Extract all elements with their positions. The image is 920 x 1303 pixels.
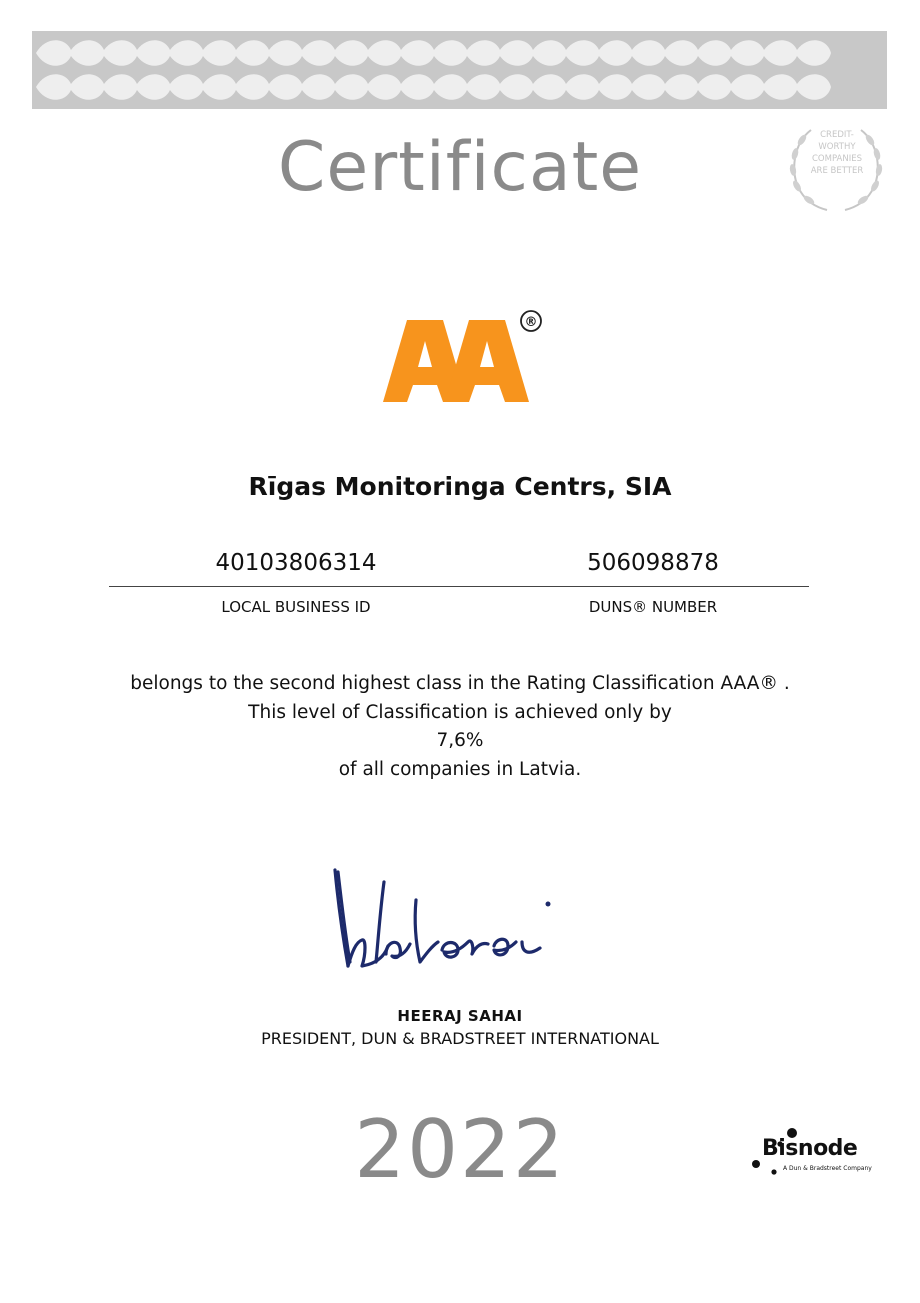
seal-text: CREDIT- WORTHY COMPANIES ARE BETTER bbox=[810, 130, 864, 176]
laurel-leaf-icon bbox=[102, 40, 138, 66]
laurel-leaf-icon bbox=[465, 40, 501, 66]
laurel-leaf-icon bbox=[630, 40, 666, 66]
laurel-leaf-icon bbox=[69, 40, 105, 66]
laurel-leaf-icon bbox=[564, 40, 600, 66]
laurel-leaf-icon bbox=[267, 40, 303, 66]
laurel-banner bbox=[32, 31, 887, 109]
statement-line: of all companies in Latvia. bbox=[338, 758, 582, 780]
laurel-leaf-icon bbox=[498, 40, 534, 66]
laurel-leaf-icon bbox=[531, 74, 567, 100]
laurel-leaf-icon bbox=[663, 40, 699, 66]
laurel-leaf-icon bbox=[564, 74, 600, 100]
laurel-leaf-icon bbox=[135, 74, 171, 100]
laurel-leaf-icon bbox=[531, 40, 567, 66]
laurel-leaf-icon bbox=[762, 40, 798, 66]
laurel-leaf-icon bbox=[102, 74, 138, 100]
laurel-leaf-icon bbox=[729, 74, 765, 100]
laurel-leaf-icon bbox=[300, 40, 336, 66]
laurel-leaf-icon bbox=[36, 40, 72, 66]
laurel-leaf-icon bbox=[135, 40, 171, 66]
company-name: Rīgas Monitoringa Centrs, SIA bbox=[248, 472, 672, 501]
statement-line: belongs to the second highest class in the Rating Classification AAA® . bbox=[130, 673, 790, 694]
laurel-leaf-icon bbox=[597, 40, 633, 66]
signature-image bbox=[326, 862, 558, 974]
signer-title: PRESIDENT, DUN & BRADSTREET INTERNATIONAL bbox=[261, 1029, 659, 1048]
laurel-leaf-icon bbox=[234, 40, 270, 66]
laurel-leaf-icon bbox=[201, 40, 237, 66]
statement-line: This level of Classification is achieved only by bbox=[248, 701, 672, 723]
duns-number-label: DUNS® NUMBER bbox=[588, 598, 718, 616]
laurel-leaf-icon bbox=[333, 40, 369, 66]
statement-percentage: 7,6% bbox=[436, 730, 484, 751]
aa-rating-logo bbox=[383, 305, 548, 405]
laurel-leaf-icon bbox=[432, 40, 468, 66]
certificate-year: 2022 bbox=[354, 1103, 566, 1196]
laurel-leaf-icon bbox=[663, 74, 699, 100]
laurel-leaf-icon bbox=[498, 74, 534, 100]
laurel-leaf-icon bbox=[432, 74, 468, 100]
laurel-leaf-icon bbox=[729, 40, 765, 66]
laurel-leaf-icon bbox=[69, 74, 105, 100]
laurel-leaf-icon bbox=[399, 74, 435, 100]
id-divider bbox=[109, 586, 809, 587]
laurel-leaf-pattern bbox=[32, 31, 887, 109]
laurel-leaf-icon bbox=[201, 74, 237, 100]
laurel-leaf-icon bbox=[168, 40, 204, 66]
local-business-id-value: 40103806314 bbox=[215, 550, 377, 576]
laurel-leaf-icon bbox=[366, 74, 402, 100]
laurel-leaf-icon bbox=[36, 74, 72, 100]
laurel-leaf-icon bbox=[762, 74, 798, 100]
laurel-leaf-icon bbox=[696, 40, 732, 66]
rating-statement bbox=[0, 670, 920, 784]
laurel-leaf-icon bbox=[300, 74, 336, 100]
rating-label bbox=[386, 300, 387, 301]
laurel-leaf-icon bbox=[795, 74, 831, 100]
laurel-leaf-icon bbox=[630, 74, 666, 100]
signer-name: HEERAJ SAHAI bbox=[397, 1007, 523, 1025]
certificate-title: Certificate bbox=[277, 128, 643, 207]
duns-number-value: 506098878 bbox=[587, 550, 719, 576]
bisnode-wordmark: Bisnode bbox=[762, 1136, 858, 1161]
laurel-leaf-icon bbox=[333, 74, 369, 100]
laurel-leaf-icon bbox=[696, 74, 732, 100]
registered-mark: ® bbox=[524, 315, 538, 330]
laurel-leaf-icon bbox=[399, 40, 435, 66]
laurel-leaf-icon bbox=[267, 74, 303, 100]
local-business-id-label: LOCAL BUSINESS ID bbox=[221, 598, 371, 616]
bisnode-tagline: A Dun & Bradstreet Company bbox=[783, 1165, 872, 1172]
laurel-leaf-icon bbox=[234, 74, 270, 100]
laurel-leaf-icon bbox=[795, 40, 831, 66]
laurel-leaf-icon bbox=[465, 74, 501, 100]
laurel-leaf-icon bbox=[366, 40, 402, 66]
laurel-leaf-icon bbox=[597, 74, 633, 100]
laurel-leaf-icon bbox=[168, 74, 204, 100]
